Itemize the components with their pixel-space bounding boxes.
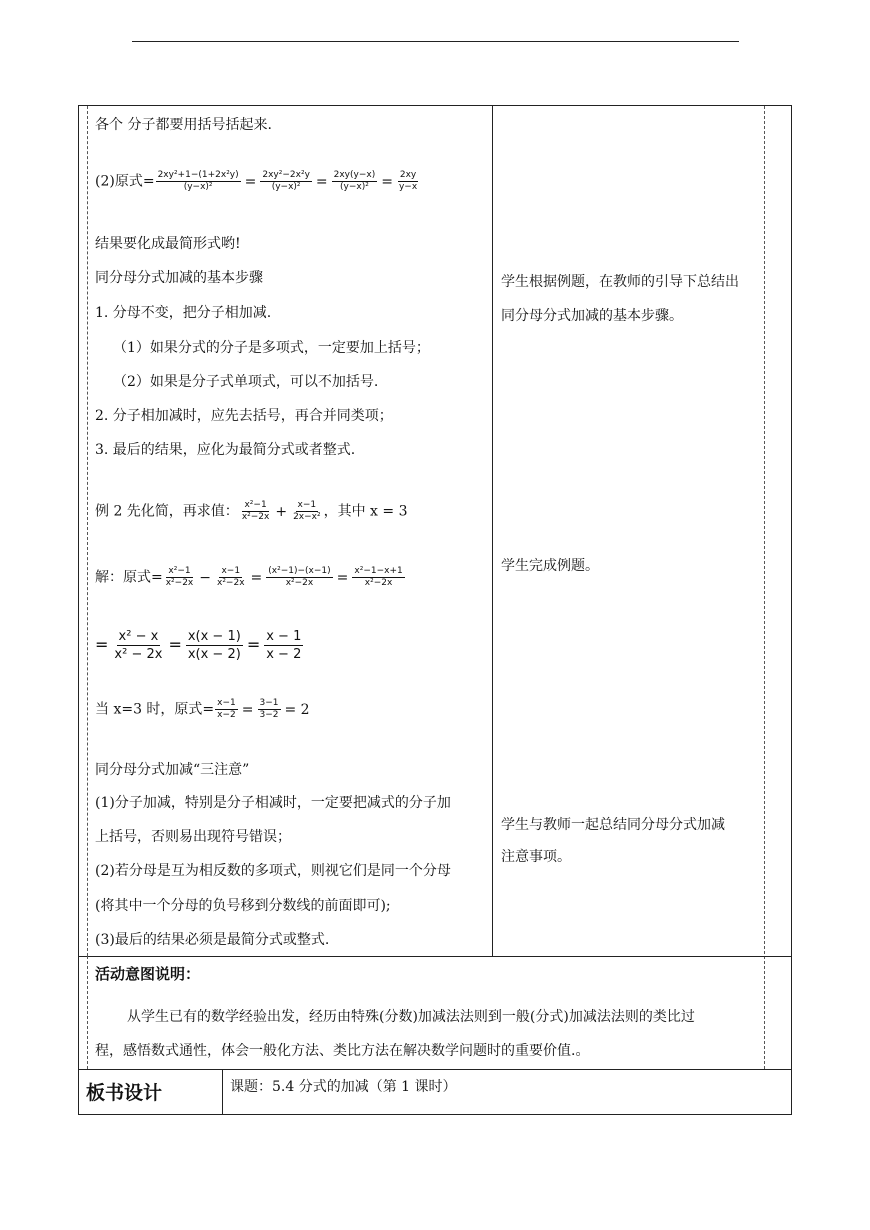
- fraction: $\frac{\text{x² − x}}{\text{x² − 2x}}$: [114, 629, 163, 662]
- header-rule: [132, 41, 739, 42]
- fraction: $\frac{3-1}{3-2}$: [259, 698, 279, 720]
- fraction: $\frac{\text{x²−1}}{\text{x²−2x}}$: [241, 500, 270, 522]
- notes-title: 同分母分式加减“三注意”: [95, 762, 250, 778]
- example2-evaluation: 当 x=3 时，原式= $\frac{x-1}{x-2}$ = $\frac{3-1}{3-2}$ = 2: [95, 698, 310, 720]
- example2-simplification: = $\frac{\text{x² − x}}{\text{x² − 2x}}$ = $\frac{x(x - 1)}{x(x - 2)}$ = $\frac{x - 1}{x - 2}$: [95, 629, 302, 662]
- fraction: $\frac{2xy(y-x)}{\text{(y−x)²}}$: [333, 170, 376, 192]
- fraction: $\frac{\text{x²−1−x+1}}{\text{x²−2x}}$: [354, 566, 403, 588]
- fraction: $\frac{x(x - 1)}{x(x - 2)}$: [187, 629, 241, 662]
- left-margin-line: [87, 106, 88, 956]
- right-note-1b: 同分母分式加减的基本步骤。: [501, 308, 683, 324]
- right-margin-line: [764, 106, 765, 1069]
- note-2a: (2)若分母是互为相反数的多项式，则视它们是同一个分母: [95, 863, 451, 879]
- example2-problem: 例 2 先化简，再求值： $\frac{\text{x²−1}}{\text{x²−2x}}$ + $\frac{x-1}{\text{2x−x²}}$ ，其中 x = 3: [95, 500, 408, 522]
- right-note-3b: 注意事项。: [501, 849, 571, 865]
- step-1b: （2）如果是分子式单项式，可以不加括号.: [113, 374, 379, 390]
- fraction: $\frac{\text{2xy²+1−(1+2x²y)}}{\text{(y−x)²}}$: [157, 170, 239, 192]
- fraction: $\frac{x-1}{x-2}$: [217, 698, 236, 720]
- note-1b: 上括号，否则易出现符号错误；: [95, 829, 291, 845]
- board-label: 板书设计: [86, 1082, 163, 1104]
- intent-line-2: 程，感悟数式通性，体会一般化方法、类比方法在解决数学问题时的重要价值.。: [95, 1043, 590, 1059]
- note-3: (3)最后的结果必须是最简分式或整式.: [95, 932, 330, 948]
- example1-equation: (2)原式= $\frac{\text{2xy²+1−(1+2x²y)}}{\text{(y−x)²}}$ = $\frac{\text{2xy²−2x²y}}{\text{(y−x)²}}$ = $\frac{2xy(y-x)}{\text{(y−x)²}}$ = $\frac{2xy}{y-x}$: [95, 170, 418, 192]
- step-3: 3. 最后的结果，应化为最简分式或者整式.: [95, 442, 356, 458]
- column-divider: [492, 106, 493, 956]
- step-1: 1. 分母不变，把分子相加减.: [95, 305, 272, 321]
- simplify-note: 结果要化成最简形式哟!: [95, 236, 241, 252]
- right-note-2: 学生完成例题。: [501, 558, 599, 574]
- board-top-line: [78, 1069, 792, 1070]
- intent-left-line: [87, 956, 88, 1069]
- fraction: $\frac{2xy}{y-x}$: [398, 170, 418, 192]
- step-1a: （1）如果分式的分子是多项式，一定要加上括号；: [113, 340, 430, 356]
- fraction: $\frac{x-1}{\text{2x−x²}}$: [293, 500, 321, 522]
- board-divider: [222, 1069, 223, 1115]
- fraction: $\frac{x-1}{\text{x²−2x}}$: [217, 566, 245, 588]
- note-2b: (将其中一个分母的负号移到分数线的前面即可);: [95, 898, 391, 914]
- fraction: $\frac{\text{(x²−1)−(x−1)}}{\text{x²−2x}}$: [268, 566, 331, 588]
- intent-title: 活动意图说明：: [95, 965, 201, 983]
- example1-prefix: (2)原式=: [95, 173, 155, 190]
- right-note-1a: 学生根据例题，在教师的引导下总结出: [501, 274, 739, 290]
- step-2: 2. 分子相加减时，应先去括号，再合并同类项；: [95, 408, 393, 424]
- board-content: 课题：5.4 分式的加减（第 1 课时）: [230, 1079, 457, 1095]
- right-note-3a: 学生与教师一起总结同分母分式加减: [501, 817, 725, 833]
- row-divider: [78, 956, 792, 957]
- fraction: $\frac{\text{2xy²−2x²y}}{\text{(y−x)²}}$: [262, 170, 310, 192]
- note-1a: (1)分子加减，特别是分子相减时，一定要把减式的分子加: [95, 795, 451, 811]
- fraction: $\frac{\text{x²−1}}{\text{x²−2x}}$: [165, 566, 194, 588]
- intent-line-1: 从学生已有的数学经验出发，经历由特殊(分数)加减法法则到一般(分式)加减法法则的类比过: [127, 1009, 695, 1025]
- steps-title: 同分母分式加减的基本步骤: [95, 270, 263, 286]
- intro-line: 各个 分子都要用括号括起来.: [95, 117, 272, 133]
- fraction: $\frac{x - 1}{x - 2}$: [266, 629, 302, 662]
- example2-solution: 解：原式= $\frac{\text{x²−1}}{\text{x²−2x}}$ − $\frac{x-1}{\text{x²−2x}}$ = $\frac{\text{(x²−1)−(x−1)}}{\text{x²−2x}}$ = $\frac{\text{x²−1−x+1}}{\text{x²−2x}}$: [95, 566, 403, 588]
